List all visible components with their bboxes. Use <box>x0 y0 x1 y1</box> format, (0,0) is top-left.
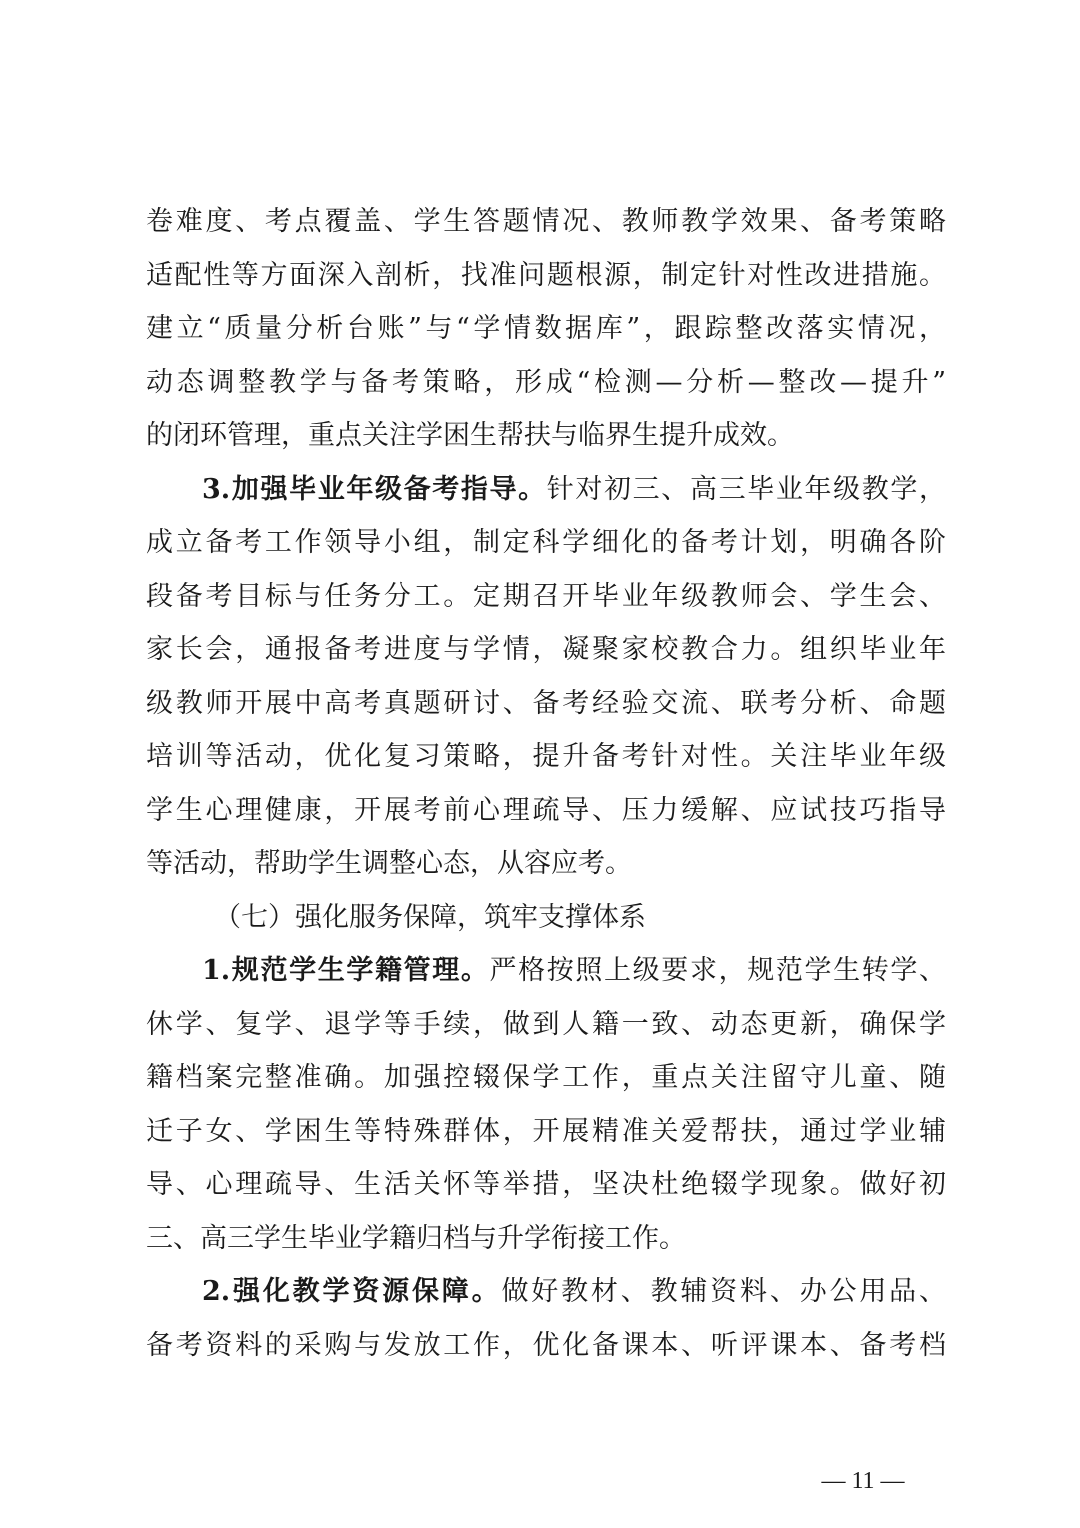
para2-heading: 3.加强毕业年级备考指导。 <box>202 473 547 505</box>
para4-line-1 <box>146 1265 946 1319</box>
para1-line-4: 动态调整教学与备考策略，形成“检测—分析—整改—提升” <box>146 366 946 398</box>
section-heading: （七）强化服务保障，筑牢支撑体系 <box>214 901 646 933</box>
para3-line-1 <box>146 944 946 998</box>
para4-heading: 2.强化教学资源保障。 <box>202 1276 502 1307</box>
para3-first-rest: 严格按照上级要求，规范学生转学、 <box>489 955 947 986</box>
para3-line-2: 休学、复学、退学等手续，做到人籍一致、动态更新，确保学 <box>146 1008 946 1040</box>
para4-first-rest: 做好教材、教辅资料、办公用品、 <box>501 1276 947 1307</box>
para2-line-2: 成立备考工作领导小组，制定科学细化的备考计划，明确各阶 <box>146 527 946 558</box>
para1-line-1: 卷难度、考点覆盖、学生答题情况、教师教学效果、备考策略 <box>146 206 946 237</box>
para3-line-4: 迁子女、学困生等特殊群体，开展精准关爱帮扶，通过学业辅 <box>146 1115 946 1147</box>
body-text <box>146 195 946 1372</box>
para2-line-1 <box>146 463 946 517</box>
para3-heading: 1.规范学生学籍管理。 <box>202 955 490 986</box>
para3-line-5: 导、心理疏导、生活关怀等举措，坚决杜绝辍学现象。做好初 <box>146 1169 946 1200</box>
para3-line-3: 籍档案完整准确。加强控辍保学工作，重点关注留守儿童、随 <box>146 1062 946 1093</box>
para2-line-5: 级教师开展中高考真题研讨、备考经验交流、联考分析、命题 <box>146 687 946 719</box>
para2-first-rest: 针对初三、高三毕业年级教学， <box>546 473 947 505</box>
page-number: — 11 — <box>821 1468 905 1494</box>
para4-line-2: 备考资料的采购与发放工作，优化备课本、听评课本、备考档 <box>146 1329 946 1361</box>
para2-line-6: 培训等活动，优化复习策略，提升备考针对性。关注毕业年级 <box>146 741 946 772</box>
para1-line-3: 建立“质量分析台账”与“学情数据库”，跟踪整改落实情况， <box>146 313 946 344</box>
para2-line-8: 等活动，帮助学生调整心态，从容应考。 <box>146 848 632 879</box>
para1-line-2: 适配性等方面深入剖析，找准问题根源，制定针对性改进措施。 <box>146 259 946 291</box>
para1-line-5: 的闭环管理，重点关注学困生帮扶与临界生提升成效。 <box>146 420 794 451</box>
para2-line-3: 段备考目标与任务分工。定期召开毕业年级教师会、学生会、 <box>146 580 946 612</box>
para2-line-4: 家长会，通报备考进度与学情，凝聚家校教合力。组织毕业年 <box>146 634 946 665</box>
para3-line-6: 三、高三学生毕业学籍归档与升学衔接工作。 <box>146 1222 686 1254</box>
para2-line-7: 学生心理健康，开展考前心理疏导、压力缓解、应试技巧指导 <box>146 794 946 826</box>
